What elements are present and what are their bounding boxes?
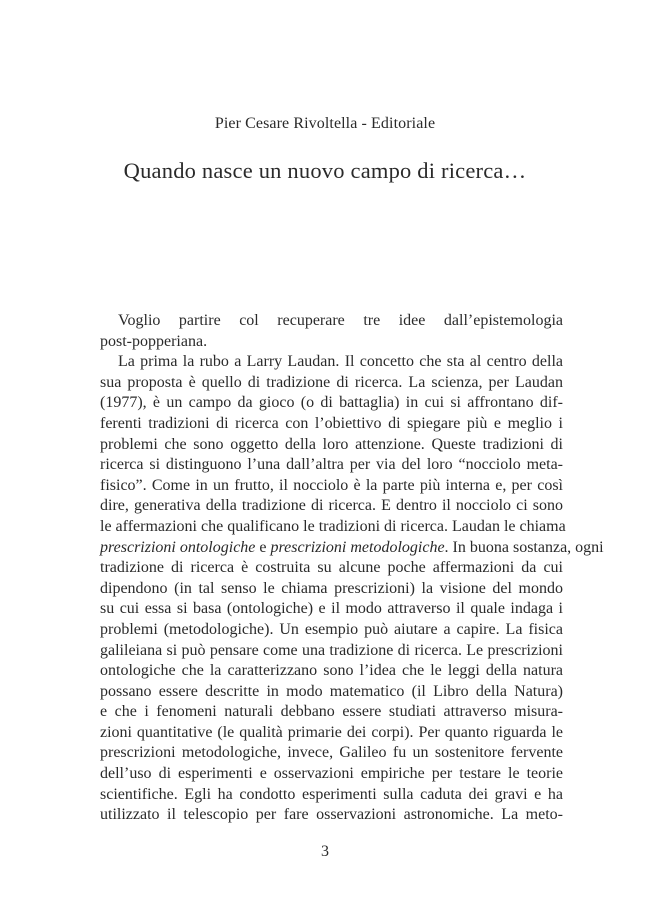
text-line: le affermazioni che qualificano le tradizioni di ricerca. Laudan le chiama (100, 517, 566, 535)
italic-term: prescrizioni metodologiche (270, 538, 445, 556)
text-line: utilizzato il telescopio per fare osservazioni astronomiche. La meto- (100, 806, 563, 824)
text-line-italic (100, 538, 604, 559)
connector: e (255, 538, 271, 556)
text-line: fisico”. Come in un frutto, il nocciolo è la parte più interna e, per così (100, 476, 563, 494)
page-title: Quando nasce un nuovo campo di ricerca… (123, 158, 527, 183)
page-number: 3 (321, 843, 329, 860)
paragraph-2 (100, 352, 604, 826)
text-line: dell’uso di esperimenti e osservazioni empiriche per testare le teorie (100, 765, 563, 783)
text-line: ferenti tradizioni di ricerca con l’obiettivo di spiegare più e meglio i (100, 414, 563, 432)
text-line: problemi che sono oggetto della loro attenzione. Queste tradizioni di (100, 435, 563, 453)
text-line: sua proposta è quello di tradizione di ricerca. La scienza, per Laudan (100, 373, 563, 391)
author-line: Pier Cesare Rivoltella - Editoriale (214, 115, 436, 132)
text-fragment: . In buona sostanza, ogni (444, 538, 604, 556)
text-line: dire, generativa della tradizione di ricerca. E dentro il nocciolo ci sono (100, 497, 563, 515)
text-line: dipendono (in tal senso le chiama prescrizioni) la visione del mondo (100, 579, 563, 597)
text-line: scientifiche. Egli ha condotto esperimenti sulla caduta dei gravi e ha (100, 785, 563, 803)
text-line: ricerca si distinguono l’una dall’altra per via del loro “nocciolo meta- (100, 456, 563, 474)
text-line: tradizione di ricerca è costruita su alcune poche affermazioni da cui (100, 559, 563, 577)
text-line: zioni quantitative (le qualità primarie dei corpi). Per quanto riguarda le (100, 723, 563, 741)
text-line: galileiana si può pensare come una tradizione di ricerca. Le prescrizioni (100, 641, 563, 659)
text-line: (1977), è un campo da gioco (o di battaglia) in cui si affrontano dif- (100, 394, 563, 412)
text-line: Voglio partire col recuperare tre idee dall’epistemologia (118, 312, 563, 329)
text-line: possano essere descritte in modo matematico (il Libro della Natura) (100, 682, 563, 700)
text-line: post-popperiana. (100, 332, 208, 350)
text-line: ontologiche che la caratterizzano sono l’idea che le leggi della natura (100, 662, 563, 680)
text-line: su cui essa si basa (ontologiche) e il modo attraverso il quale indaga i (100, 600, 563, 618)
text-line: prescrizioni metodologiche, invece, Galileo fu un sostenitore fervente (100, 744, 563, 762)
italic-term: prescrizioni ontologiche (100, 538, 256, 556)
text-line: La prima la rubo a Larry Laudan. Il concetto che sta al centro della (118, 353, 563, 371)
text-line: problemi (metodologiche). Un esempio può aiutare a capire. La fisica (100, 620, 563, 638)
text-line: e che i fenomeni naturali debbano essere studiati attraverso misura- (100, 703, 563, 721)
body-text (100, 311, 604, 826)
paragraph-1 (100, 311, 563, 352)
